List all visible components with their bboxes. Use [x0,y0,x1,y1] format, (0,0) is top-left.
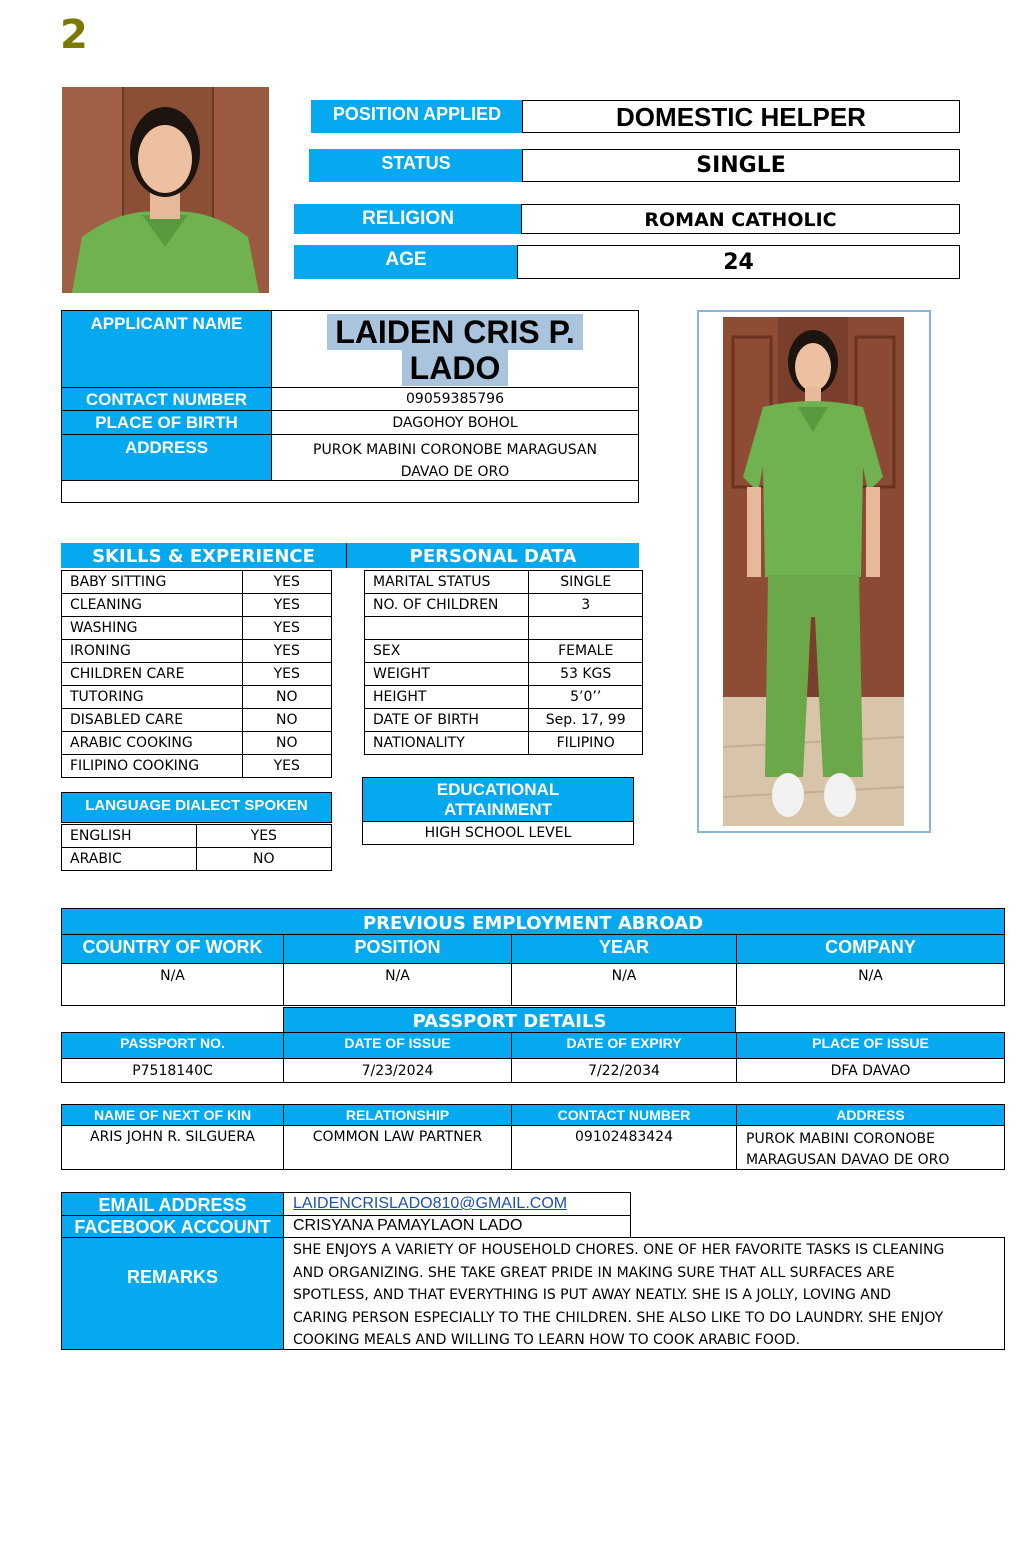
education-title-line2: ATTAINMENT [444,800,552,819]
language-table [61,824,332,871]
kin-col-relationship: RELATIONSHIP [283,1104,512,1126]
employment-header: PREVIOUS EMPLOYMENT ABROAD [61,908,1005,935]
address-label: ADDRESS [61,434,272,481]
table-row [62,617,332,640]
remarks-line: SPOTLESS, AND THAT EVERYTHING IS PUT AWAY NEATLY. SHE IS A JOLLY, LOVING AND [293,1287,892,1303]
personal-label: DATE OF BIRTH [365,709,529,732]
personal-label: HEIGHT [365,686,529,709]
table-row [62,732,332,755]
facebook-label: FACEBOOK ACCOUNT [61,1215,284,1238]
table-row [365,663,643,686]
personal-value: SINGLE [529,571,643,594]
personal-data-table [364,570,643,755]
employment-col-year: YEAR [511,934,737,964]
applicant-name-cell [271,310,639,388]
employment-col-company: COMPANY [736,934,1005,964]
place-of-birth-value: DAGOHOY BOHOL [271,410,639,435]
passport-place-value: DFA DAVAO [736,1058,1005,1083]
skill-value: NO [242,709,331,732]
kin-name-value: ARIS JOHN R. SILGUERA [61,1125,284,1170]
place-of-birth-label: PLACE OF BIRTH [61,410,272,435]
table-row [62,848,332,871]
language-value: NO [196,848,331,871]
personal-label: NATIONALITY [365,732,529,755]
kin-col-name: NAME OF NEXT OF KIN [61,1104,284,1126]
table-row [62,594,332,617]
personal-value: Sep. 17, 99 [529,709,643,732]
skill-name: ARABIC COOKING [62,732,243,755]
kin-col-address: ADDRESS [736,1104,1005,1126]
personal-value: 53 KGS [529,663,643,686]
skill-value: YES [242,617,331,640]
kin-address-line2: MARAGUSAN DAVAO DE ORO [746,1152,950,1168]
language-value: YES [196,825,331,848]
page-number: 2 [60,12,88,58]
remarks-value [283,1237,1005,1350]
personal-value: FILIPINO [529,732,643,755]
headshot-photo [62,87,269,293]
personal-label: NO. OF CHILDREN [365,594,529,617]
remarks-line: CARING PERSON ESPECIALLY TO THE CHILDREN. SHE ALSO LIKE TO DO LAUNDRY. SHE ENJOY [293,1309,944,1326]
status-value: SINGLE [522,149,960,182]
kin-col-contact: CONTACT NUMBER [511,1104,737,1126]
passport-issue-value: 7/23/2024 [283,1058,512,1083]
personal-label [365,617,529,640]
status-label: STATUS [309,149,523,182]
kin-contact-value: 09102483424 [511,1125,737,1170]
table-row [62,755,332,778]
table-row [365,617,643,640]
contact-number-label: CONTACT NUMBER [61,387,272,411]
remarks-line: COOKING MEALS AND WILLING TO LEARN HOW TO COOK ARABIC FOOD. [293,1332,801,1348]
personal-value: 5’0’’ [529,686,643,709]
language-name: ENGLISH [62,825,197,848]
table-row [365,594,643,617]
skill-name: DISABLED CARE [62,709,243,732]
applicant-empty-row [61,480,639,503]
education-title-line1: EDUCATIONAL [436,780,560,799]
personal-label: SEX [365,640,529,663]
religion-label: RELIGION [294,204,522,234]
skill-name: FILIPINO COOKING [62,755,243,778]
employment-col-country: COUNTRY OF WORK [61,934,284,964]
religion-value: ROMAN CATHOLIC [521,204,960,234]
skill-name: CLEANING [62,594,243,617]
skill-value: YES [242,571,331,594]
table-row [62,663,332,686]
table-row [62,571,332,594]
age-value: 24 [517,245,960,279]
skill-name: CHILDREN CARE [62,663,243,686]
table-row [365,686,643,709]
language-header: LANGUAGE DIALECT SPOKEN [61,792,332,823]
passport-number-value: P7518140C [61,1058,284,1083]
facebook-value: CRISYANA PAMAYLAON LADO [283,1215,631,1238]
skill-name: IRONING [62,640,243,663]
table-row [62,709,332,732]
table-row [365,709,643,732]
email-label: EMAIL ADDRESS [61,1192,284,1216]
table-row [62,686,332,709]
remarks-line: AND ORGANIZING. SHE TAKE GREAT PRIDE IN MAKING SURE THAT ALL SURFACES ARE [293,1264,895,1281]
skill-name: TUTORING [62,686,243,709]
personal-value [529,617,643,640]
skill-name: BABY SITTING [62,571,243,594]
skill-value: YES [242,663,331,686]
skill-value: NO [242,732,331,755]
kin-address-value [736,1125,1005,1170]
address-value [271,434,639,481]
passport-expiry-value: 7/22/2034 [511,1058,737,1083]
skill-name: WASHING [62,617,243,640]
table-row [365,732,643,755]
skills-header: SKILLS & EXPERIENCE [61,543,346,568]
applicant-name-line1: LAIDEN CRIS P. [327,314,582,350]
skill-value: YES [242,594,331,617]
employment-country-value: N/A [61,963,284,1006]
table-row [62,640,332,663]
passport-col-place: PLACE OF ISSUE [736,1032,1005,1059]
personal-label: WEIGHT [365,663,529,686]
kin-address-line1: PUROK MABINI CORONOBE [746,1131,935,1147]
employment-company-value: N/A [736,963,1005,1006]
position-applied-label: POSITION APPLIED [311,100,523,133]
employment-col-position: POSITION [283,934,512,964]
table-row [365,571,643,594]
personal-data-header: PERSONAL DATA [347,543,639,568]
position-applied-value: DOMESTIC HELPER [522,100,960,133]
education-header [362,777,634,822]
kin-relationship-value: COMMON LAW PARTNER [283,1125,512,1170]
table-row [62,825,332,848]
passport-col-issue: DATE OF ISSUE [283,1032,512,1059]
contact-number-value: 09059385796 [271,387,639,411]
remarks-line: SHE ENJOYS A VARIETY OF HOUSEHOLD CHORES. ONE OF HER FAVORITE TASKS IS CLEANING [293,1242,945,1258]
personal-value: 3 [529,594,643,617]
skill-value: YES [242,640,331,663]
full-body-photo [723,317,904,826]
personal-label: MARITAL STATUS [365,571,529,594]
personal-value: FEMALE [529,640,643,663]
skill-value: YES [242,755,331,778]
passport-header: PASSPORT DETAILS [283,1007,736,1033]
language-name: ARABIC [62,848,197,871]
applicant-name-label: APPLICANT NAME [61,310,272,388]
email-value[interactable]: LAIDENCRISLADO810@GMAIL.COM [283,1192,631,1216]
passport-col-expiry: DATE OF EXPIRY [511,1032,737,1059]
address-line2: DAVAO DE ORO [400,464,510,480]
employment-position-value: N/A [283,963,512,1006]
education-value: HIGH SCHOOL LEVEL [362,821,634,845]
address-line1: PUROK MABINI CORONOBE MARAGUSAN [313,442,597,458]
passport-col-number: PASSPORT NO. [61,1032,284,1059]
applicant-name-line2: LADO [402,350,509,386]
table-row [365,640,643,663]
skills-table [61,570,332,778]
passport-row-left-blank [61,1005,284,1033]
skill-value: NO [242,686,331,709]
age-label: AGE [294,245,518,279]
remarks-label: REMARKS [61,1237,284,1350]
employment-year-value: N/A [511,963,737,1006]
